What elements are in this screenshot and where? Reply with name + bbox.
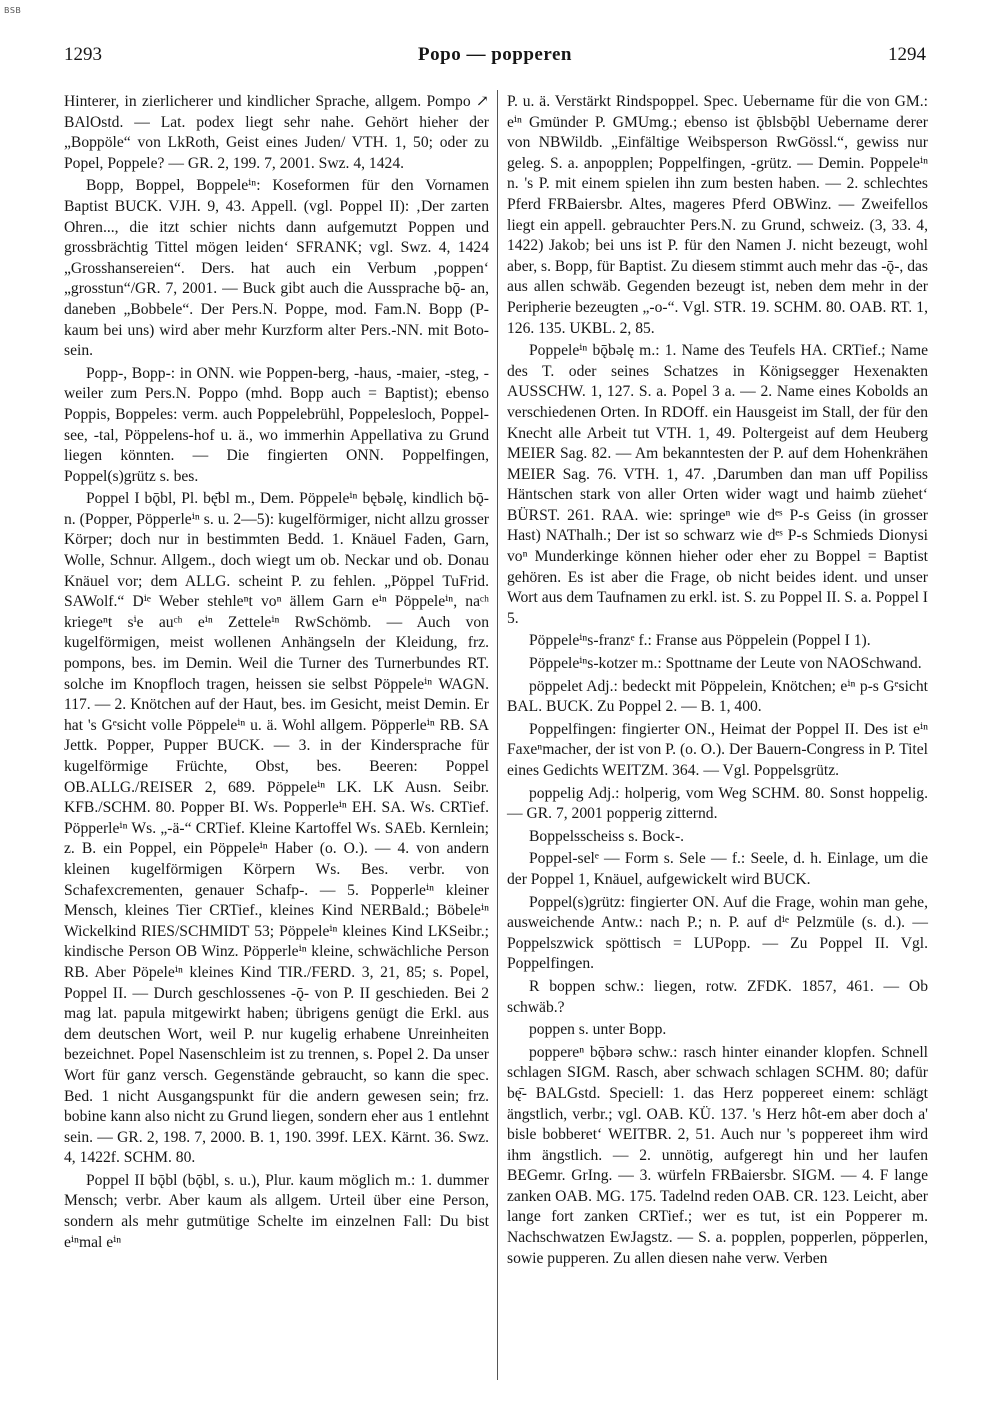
entry-paragraph: poppereⁿ bǭbərə schw.: rasch hinter einander klopfen. Schnell schlagen SIGM. Rasch, aber schwach schlagen SCHM. 80; dafür bę̄- BALGstd. Speciell: 1. das Herz poppereet einem: schlägt ängstlich, verbr.; vgl. OAB. KÜ. 137. 's Herz hôt-em aber doch a' bisle bobberet‘ WEITBR. 2, 51. Auch nur 's poppereet ihm wird ihm ängstlich. — 2. unnötig, aufgeregt hin und her laufen BEGemr. GrIng. — 3. würfeln FRBaiersbr. SIGM. — 4. F lange zanken OAB. MG. 175. Tadelnd reden OAB. CR. 123. Leicht, aber lange fort zanken CRTief.; wer es tut, ist ein Popperer m. Nachschwatzen EwJagstz. — S. a. popplen, popperlen, pöpperlen, sowie pupperen. Zu allen diesen nahe verw. Verben (507, 1043, 928, 1267)
entry-paragraph: Poppelfingen: fingierter ON., Heimat der Poppel II. Des ist eⁱⁿ Faxeⁿmacher, der ist von P. (o. O.). Der Bauern-Congress in P. Titel eines Gedichts WEITZM. 364. — Vgl. Poppelsgrütz. (507, 720, 928, 779)
entry-paragraph: Pöppeleⁱⁿs-franzᵉ f.: Franse aus Pöppelein (Poppel I 1). (529, 632, 871, 650)
page-title: Popo — popperen (418, 44, 572, 65)
entry-paragraph: Poppel I bǭbl, Pl. bę̄bl m., Dem. Pöppeleⁱⁿ bębəlę, kindlich bǭ- n. (Popper, Pöpperleⁱⁿ s. u. 2—5): kugelförmiger, nicht allzu grosser Körper; doch nur in bestimmten Bedd. 1. Knäuel Faden, Garn, Wolle, Schnur. Allgem., doch wiegt um ob. Neckar und ob. Donau Knäuel vor; dem ALLG. scheint P. zu fehlen. „Pöppel TuFrid. SAWolf.“ Dⁱᵉ Weber stehleⁿt voⁿ ällem Garn eⁱⁿ Pöppeleⁱⁿ, naᶜʰ kriegeⁿt sⁱe auᶜʰ eⁱⁿ Zetteleⁱⁿ RwSchömb. — Auch von kugelförmigen, meist wollenen Anhängseln der Kleidung, frz. pompons, bes. im Demin. Weil die Turner des Turnerbundes RT. solche im Knopfloch tragen, heissen sie selbst Pöppeleⁱⁿ WAGN. 117. — 2. Knötchen auf der Haut, bes. im Gesicht, meist Demin. Er hat 's Gᵉsicht volle Pöppeleⁱⁿ u. ä. Wohl allgem. Pöpperleⁱⁿ RB. SA Jettk. Popper, Pupper BUCK. — 3. in der Kindersprache für kugelförmige Früchte, Obst, bes. Beeren: Poppel OB.ALLG./REISER 2, 689. Pöppeleⁱⁿ LK. LK Ausn. Seibr. KFB./SCHM. 80. Popper BI. Ws. Popperleⁱⁿ EH. SA. Ws. CRTief. Pöpperleⁱⁿ Ws. „-ä-“ CRTief. Kleine Kartoffel Ws. SAEb. Kernlein; z. B. ein Poppel, ein Pöppeleⁱⁿ Haber (o. O.). — 4. von andern kleinen kugelförmigen Körpern Ws. Bes. verbr. von Schafexcrementen, genauer Schafp-. — 5. Popperleⁱⁿ kleiner Mensch, kleines Tier CRTief., kleines Kind NERBald.; Böbeleⁱⁿ Wickelkind RIES/SCHMIDT 53; Pöppeleⁱⁿ kleines Kind LKSeibr.; kindische Person OB Winz. Pöpperleⁱⁿ kleine, schwächliche Person RB. Aber Pöpeleⁱⁿ kleines Kind TIR./FERD. 3, 21, 85; s. Popel, Poppel II. — Durch geschlossenes -ǭ- von P. II geschieden. Bei 2 mag lat. papula mitgewirkt haben; übrigens genügt die Erkl. aus dem deutschen Wort, weil P. nur kugelig erhabene Unreinheiten bezeichnet. Popel Nasenschleim ist zu trennen, s. Popel 2. Da unser Wort für ganz versch. Gegenstände gebraucht, so kann die spec. Bed. 1 nicht Ausgangspunkt für die andern gewesen sein; frz. bobine kann also nicht zu Grund liegen, sondern eher aus 1 entlehnt sein. — GR. 2, 198. 7, 2000. B. 1, 190. 399f. LEX. Kärnt. 36. Swz. 4, 1422f. SCHM. 80. (64, 490, 489, 1167)
page-header (64, 44, 926, 74)
page-number-right: 1294 (888, 44, 926, 65)
entry-paragraph: pöppelet Adj.: bedeckt mit Pöppelein, Knötchen; eⁱⁿ p-s Gᵉsicht BAL. BUCK. Zu Poppel 2. — B. 1, 400. (507, 677, 928, 716)
entry-paragraph: Poppel-selᵉ — Form s. Sele — f.: Seele, d. h. Einlage, um die der Poppel 1, Knäuel, aufgewickelt wird BUCK. (507, 850, 928, 888)
entry-paragraph: Popp-, Bopp-: in ONN. wie Poppen-berg, -haus, -maier, -steg, -weiler zum Pers.N. Poppo (mhd. Bopp auch = Baptist); ebenso Poppis, Boppeles: verm. auch Poppelebrühl, Poppelesloch, Poppel-see, -tal, Pöppelens-hof u. ä., wo immerhin Appellativa zu Grund liegen könnten. — Die fingierten ONN. Poppelfingen, Poppel(s)grütz s. bes. (64, 364, 489, 485)
entry-paragraph: P. u. ä. Verstärkt Rindspoppel. Spec. Uebername für die von GM.: eⁱⁿ Gmünder P. GMUmg.; ebenso ist ǭblsbǭbl Uebername derer von NBWildb. „Einfältige Weibsperson RwGössl.“, gewiss nur geleg. S. a. anpopplen; Poppelfingen, -grütz. — Demin. Poppeleⁱⁿ n. 's P. mit einem spielen ihn zum besten haben. — 2. schlechtes Pferd FRBaiersbr. Altes, mageres Pferd OBWinz. — Zweifellos liegt ein appell. gebrauchter Pers.N. zu Grund, schweiz. (3, 33. 4, 1422) Jakob; bei uns ist P. für den Namen J. nicht bezeugt, wohl aber, s. Bopp, für Baptist. Zu diesem stimmt auch mehr das -ǭ-, das aus allen schwäb. Gegenden bezeugt ist, neben dem mehr in der Peripherie bezeugten „-o-“. Vgl. STR. 19. SCHM. 80. OAB. RT. 1, 126. 135. UKBL. 2, 85. (507, 93, 928, 337)
entry-paragraph: poppen s. unter Bopp. (529, 1021, 667, 1039)
entry-paragraph: Pöppeleⁱⁿs-kotzer m.: Spottname der Leute von NAOSchwand. (529, 655, 922, 673)
library-stamp: BSB (4, 6, 22, 15)
entry-paragraph: Hinterer, in zierlicherer und kindlicher Sprache, allgem. Pompo ↗ BAlOstd. — Lat. podex liegt sehr nahe. Gehört hieher der „Boppöle“ von LkRoth, Geist eines Juden/ VTH. 1, 50; oder zu Popel, Poppele? — GR. 2, 199. 7, 2001. Swz. 4, 1424. (64, 93, 489, 172)
left-column (64, 92, 489, 1255)
entry-paragraph: Poppeleⁱⁿ bǭbəlę m.: 1. Name des Teufels HA. CRTief.; Name des T. oder seines Schatzes in Königsegger Hexenakten AUSSCHW. 1, 127. S. a. Popel 3 a. — 2. Name eines Kobolds an verschiedenen Orten. In RDOff. ein Hausgeist im Stall, der für den Knecht alle Arbeit tut VTH. 1, 49. Poltergeist auf dem Heuberg MEIER Sag. 82. — Am bekanntesten der P. auf dem Hohenkrähen MEIER Sag. 76. VTH. 1, 47. ‚Darumben dan man uff Popiliss Häntschen stark von aller Orten wider wagt und haimb züehet‘ BÜRST. 261. RAA. wie: springeⁿ wie dᵉˢ P-s Geiss (in grosser Hast) NAThalh.; Der ist so schwarz wie dᵉˢ P-s Schmieds Dionysi voⁿ Munderkinge können hieher oder eher zu Boppel = Baptist gehören. Es ist aber die Frage, ob nicht beides ident. und unser Wort aus dem Taufnamen zu erkl. ist. S. zu Poppel II. S. a. Poppel I 5. (507, 342, 928, 627)
entry-paragraph: Poppel II bǭbl (bǭbl, s. u.), Plur. kaum möglich m.: 1. dummer Mensch; verbr. Aber kaum als allgem. Urteil über eine Person, sondern als mehr gutmütige Schelte im einzelnen Fall: Du bist eⁱⁿmal eⁱⁿ (64, 1171, 489, 1251)
entry-paragraph: Poppel(s)grütz: fingierter ON. Auf die Frage, wohin man gehe, ausweichende Antw.: nach P.; n. P. auf dⁱᵉ Pelzmüle (s. d.). — Poppelszwick spöttisch = LUPopp. — Zu Poppel II. Vgl. Poppelfingen. (507, 893, 928, 973)
column-divider (497, 90, 498, 1380)
entry-paragraph: poppelig Adj.: holperig, vom Weg SCHM. 80. Sonst hoppelig. — GR. 7, 2001 popperig zitternd. (507, 784, 928, 823)
entry-paragraph: Boppelsscheiss s. Bock-. (529, 827, 685, 845)
page-number-left: 1293 (64, 44, 102, 65)
entry-paragraph: Bopp, Boppel, Boppeleⁱⁿ: Koseformen für den Vornamen Baptist BUCK. VJH. 9, 43. Appell. (vgl. Poppel II): ‚Der zarten Ohren..., die itzt schier nichts dann aufgemutzt Poppen und grossbrächtig Tittel mögen leiden‘ SFRANK; vgl. Swz. 4, 1424 „Grosshansereien“. Ders. hat auch ein Verbum ‚poppen‘ „grosstun“/GR. 7, 2001. — Buck gibt auch die Aussprache bǭ- an, daneben „Bobbele“. Der Pers.N. Poppe, mod. Fam.N. Bopp (P- kaum bei uns) wird aber mehr Kurzform alter Pers.-NN. mit Boto- sein. (64, 177, 489, 360)
right-column (507, 92, 928, 1271)
entry-paragraph: R boppen schw.: liegen, rotw. ZFDK. 1857, 461. — Ob schwäb.? (507, 977, 928, 1016)
